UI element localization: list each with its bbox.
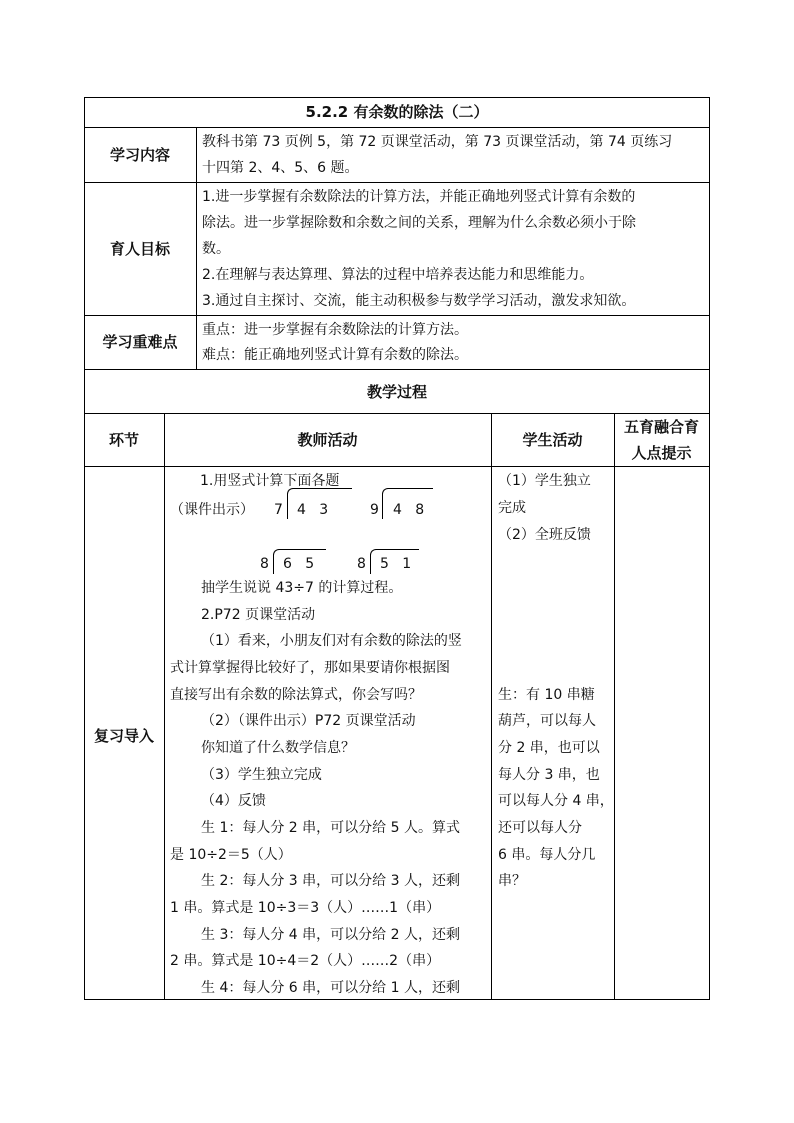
- student-line: 每人分 3 串，也: [498, 767, 600, 783]
- divisor: 8: [357, 556, 366, 572]
- goals-text: 2.在理解与表达算理、算法的过程中培养表达能力和思维能力。: [202, 267, 594, 283]
- student-line: 还可以每人分: [498, 820, 582, 836]
- student-line: 葫芦，可以每人: [498, 713, 596, 729]
- dividend: 5 1: [380, 556, 412, 572]
- student-line: 完成: [498, 500, 526, 516]
- divisor: 7: [274, 502, 283, 518]
- goals-text: 数。: [202, 241, 230, 257]
- row-divider: [84, 369, 710, 370]
- teacher-line: （课件出示）: [170, 502, 254, 518]
- dividend: 4 8: [393, 502, 425, 518]
- teacher-line: 2.P72 页课堂活动: [201, 607, 316, 623]
- teacher-line: （2）（课件出示）P72 页课堂活动: [201, 713, 416, 729]
- goals-label: 育人目标: [109, 240, 170, 258]
- table-border-top: [84, 97, 710, 98]
- student-line: 可以每人分 4 串，: [498, 793, 614, 809]
- row-divider: [84, 466, 710, 467]
- teacher-line: 生 2：每人分 3 串，可以分给 3 人，还剩: [201, 873, 460, 889]
- teacher-line: 抽学生说说 43÷7 的计算过程。: [201, 580, 403, 596]
- page-title: 5.2.2 有余数的除法（二）: [305, 103, 489, 121]
- row-divider: [84, 127, 710, 128]
- key-text: 重点：进一步掌握有余数除法的计算方法。: [202, 322, 468, 338]
- teacher-line: 1.用竖式计算下面各题: [200, 473, 340, 489]
- teacher-line: 是 10÷2＝5（人）: [170, 847, 292, 863]
- col-teacher: 教师活动: [297, 431, 358, 449]
- goals-text: 除法。进一步掌握除数和余数之间的关系，理解为什么余数必须小于除: [202, 215, 636, 231]
- goals-text: 3.通过自主探讨、交流，能主动积极参与数学学习活动，激发求知欲。: [202, 293, 636, 309]
- teacher-line: 1 串。算式是 10÷3＝3（人）……1（串）: [170, 900, 441, 916]
- student-line: 串？: [498, 873, 526, 889]
- teacher-line: 2 串。算式是 10÷4＝2（人）……2（串）: [170, 953, 441, 969]
- teacher-line: 你知道了什么数学信息？: [201, 740, 355, 756]
- content-label: 学习内容: [109, 146, 170, 164]
- student-line: 6 串。每人分几: [498, 847, 596, 863]
- teacher-line: 生 3：每人分 4 串，可以分给 2 人，还剩: [201, 927, 460, 943]
- student-line: （2）全班反馈: [498, 527, 591, 543]
- student-line: 生：有 10 串糖: [498, 687, 595, 703]
- teacher-line: 生 1：每人分 2 串，可以分给 5 人。算式: [201, 820, 460, 836]
- row-divider: [84, 182, 710, 183]
- col-divider: [196, 127, 197, 369]
- col-divider: [164, 413, 165, 1000]
- col-five: 人点提示: [631, 444, 692, 462]
- col-divider: [491, 413, 492, 1000]
- student-line: 分 2 串，也可以: [498, 740, 600, 756]
- content-text: 十四第 2、4、5、6 题。: [202, 160, 359, 176]
- process-title: 教学过程: [366, 383, 427, 401]
- row-divider: [84, 315, 710, 316]
- teacher-line: （3）学生独立完成: [201, 767, 322, 783]
- divisor: 8: [260, 556, 269, 572]
- teacher-line: 式计算掌握得比较好了，那如果要请你根据图: [170, 660, 450, 676]
- student-line: （1）学生独立: [498, 473, 591, 489]
- teacher-line: 直接写出有余数的除法算式，你会写吗？: [170, 687, 422, 703]
- divisor: 9: [370, 502, 379, 518]
- teacher-line: （4）反馈: [201, 793, 266, 809]
- table-border-left: [84, 97, 85, 1000]
- teacher-line: 生 4：每人分 6 串，可以分给 1 人，还剩: [201, 980, 460, 996]
- goals-text: 1.进一步掌握有余数除法的计算方法，并能正确地列竖式计算有余数的: [202, 189, 636, 205]
- content-text: 教科书第 73 页例 5，第 72 页课堂活动，第 73 页课堂活动，第 74 页练习: [202, 134, 673, 150]
- dividend: 6 5: [283, 556, 315, 572]
- col-divider: [614, 413, 615, 1000]
- col-stage: 环节: [108, 431, 139, 449]
- table-border-right: [709, 97, 710, 1000]
- col-five: 五育融合育: [623, 418, 699, 436]
- stage-label: 复习导入: [93, 727, 154, 745]
- teacher-line: （1）看来，小朋友们对有余数的除法的竖: [201, 633, 462, 649]
- dividend: 4 3: [297, 502, 329, 518]
- col-student: 学生活动: [522, 431, 583, 449]
- key-text: 难点：能正确地列竖式计算有余数的除法。: [202, 347, 468, 363]
- key-label: 学习重难点: [102, 333, 178, 351]
